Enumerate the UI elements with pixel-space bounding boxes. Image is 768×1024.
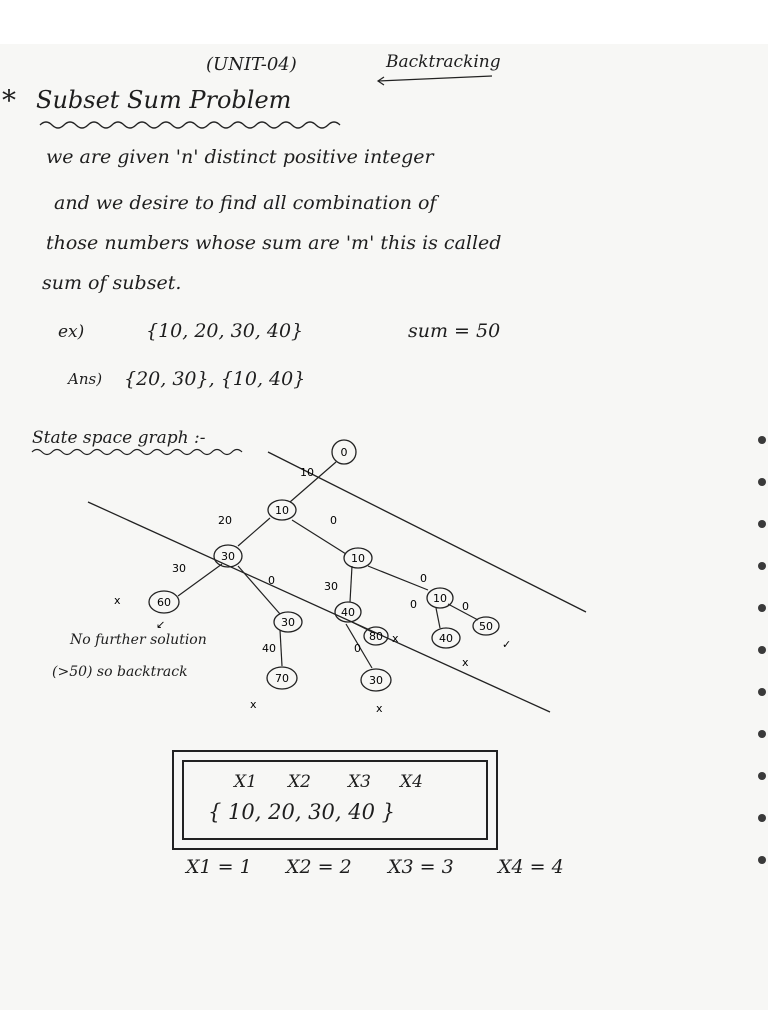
- cross-mark: x: [392, 632, 399, 645]
- svg-text:10: 10: [275, 504, 289, 517]
- backtrack-note-line-2: (>50) so backtrack: [52, 664, 188, 680]
- edge-label-0: 0: [410, 598, 417, 611]
- svg-text:40: 40: [439, 632, 453, 645]
- edge-10-40: [350, 566, 352, 602]
- vector-box-inner: [182, 760, 488, 840]
- cross-mark: x: [462, 656, 469, 669]
- edge-label-0: 0: [268, 574, 275, 587]
- svg-text:40: 40: [341, 606, 355, 619]
- edge-label-30: 30: [324, 580, 338, 593]
- node-30-bottom: [361, 669, 391, 691]
- title-star: *: [2, 84, 16, 117]
- edge-label-0: 0: [354, 642, 361, 655]
- svg-text:70: 70: [275, 672, 289, 685]
- edge-label-0: 0: [462, 600, 469, 613]
- svg-text:0: 0: [340, 446, 348, 459]
- edge-label-0: 0: [330, 514, 337, 527]
- footer-var-4: X4 = 4: [498, 856, 564, 878]
- checkmark-icon: ✓: [502, 638, 512, 651]
- page-title: Subset Sum Problem: [36, 86, 292, 114]
- footer-var-3: X3 = 3: [388, 856, 454, 878]
- node-30-mid: [274, 612, 302, 632]
- svg-text:60: 60: [157, 596, 171, 609]
- cross-mark: x: [376, 702, 383, 715]
- edge-10-40b: [436, 608, 440, 628]
- edge-10-30: [238, 518, 270, 546]
- description-line-3: those numbers whose sum are 'm' this is called: [46, 232, 502, 254]
- example-label: ex): [58, 322, 85, 342]
- edge-label-40: 40: [262, 642, 276, 655]
- node-root: [332, 440, 356, 464]
- graph-heading: State space graph :-: [32, 428, 206, 448]
- unit-label: (UNIT-04): [206, 54, 297, 75]
- svg-text:10: 10: [351, 552, 365, 565]
- svg-text:80: 80: [369, 630, 383, 643]
- footer-var-1: X1 = 1: [186, 856, 252, 878]
- svg-text:30: 30: [281, 616, 295, 629]
- down-left-arrow-icon: ↙: [156, 618, 166, 631]
- node-10-right: [344, 548, 372, 568]
- boundary-line-upper: [268, 452, 586, 612]
- edge-label-0: 0: [420, 572, 427, 585]
- var-x4: X4: [400, 772, 423, 792]
- answer-sets: {20, 30}, {10, 40}: [124, 368, 306, 390]
- edge-10-10: [292, 520, 346, 554]
- cross-mark: x: [250, 698, 257, 711]
- edge-label-10: 10: [300, 466, 314, 479]
- description-line-1: we are given 'n' distinct positive integer: [46, 146, 434, 168]
- svg-text:50: 50: [479, 620, 493, 633]
- footer-var-2: X2 = 2: [286, 856, 352, 878]
- svg-text:10: 10: [433, 592, 447, 605]
- node-30: [214, 545, 242, 567]
- var-x2: X2: [288, 772, 311, 792]
- description-line-2: and we desire to find all combination of: [54, 192, 437, 214]
- node-10: [268, 500, 296, 520]
- topic-label: Backtracking: [386, 52, 501, 72]
- edge-10-10c: [368, 566, 428, 590]
- edge-label-30: 30: [172, 562, 186, 575]
- svg-text:30: 30: [221, 550, 235, 563]
- example-set: {10, 20, 30, 40}: [146, 320, 304, 342]
- node-40: [335, 602, 361, 622]
- svg-text:30: 30: [369, 674, 383, 687]
- var-x1: X1: [234, 772, 257, 792]
- vector-values: { 10, 20, 30, 40 }: [208, 800, 396, 824]
- node-80: [364, 627, 388, 645]
- description-line-4: sum of subset.: [42, 272, 182, 294]
- cross-mark: x: [114, 594, 121, 607]
- answer-label: Ans): [68, 370, 103, 388]
- example-sum: sum = 50: [408, 320, 501, 342]
- backtrack-note-line-1: No further solution: [70, 632, 207, 648]
- node-40-right: [432, 628, 460, 648]
- vector-box: [172, 750, 498, 850]
- node-10-far: [427, 588, 453, 608]
- var-x3: X3: [348, 772, 371, 792]
- node-50: [473, 617, 499, 635]
- node-70: [267, 667, 297, 689]
- node-60: [149, 591, 179, 613]
- edge-30-70: [280, 630, 282, 666]
- edge-label-20: 20: [218, 514, 232, 527]
